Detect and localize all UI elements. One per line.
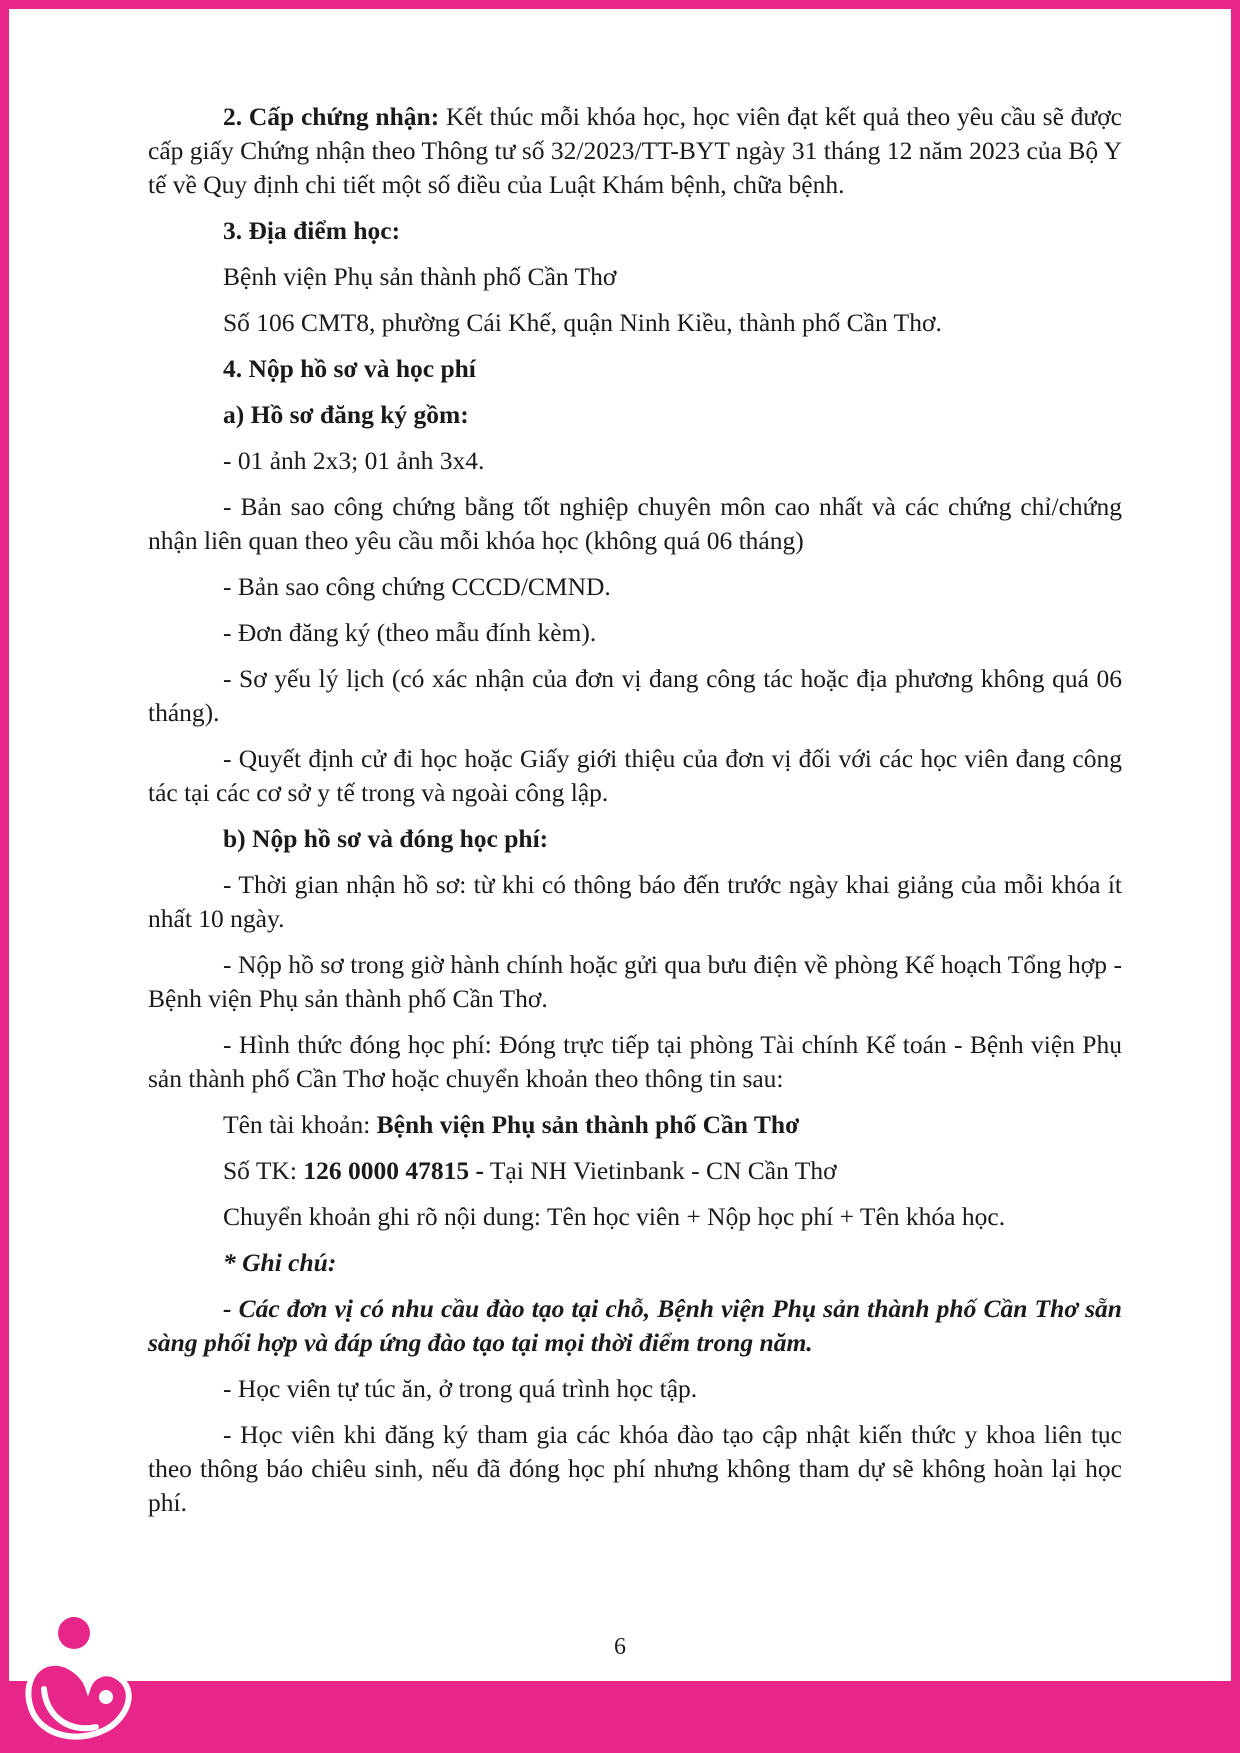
account-number [148,1154,1122,1188]
account-number-label: Số TK: [223,1156,304,1185]
account-number-value: 126 0000 47815 - [303,1156,484,1185]
account-bank: Tại NH Vietinbank - CN Cần Thơ [483,1156,837,1185]
footer-band [0,1681,1240,1753]
notes-highlight: - Các đơn vị có nhu cầu đào tạo tại chỗ, Bệnh viện Phụ sản thành phố Cần Thơ sẵn sàng phối hợp và đáp ứng đào tạo tại mọi thời điểm trong năm. [148,1294,1122,1357]
document-body [148,100,1122,1532]
account-name [148,1108,1122,1142]
location-address: Số 106 CMT8, phường Cái Khế, quận Ninh Kiều, thành phố Cần Thơ. [223,308,942,337]
notes-item: - Học viên khi đăng ký tham gia các khóa đào tạo cập nhật kiến thức y khoa liên tục theo thông báo chiêu sinh, nếu đã đóng học phí nhưng không tham dự sẽ không hoàn lại học phí. [148,1420,1122,1517]
documents-item: - Bản sao công chứng bằng tốt nghiệp chuyên môn cao nhất và các chứng chỉ/chứng nhận liên quan theo yêu cầu mỗi khóa học (không quá 06 tháng) [148,492,1122,555]
location-place: Bệnh viện Phụ sản thành phố Cần Thơ [223,262,617,291]
submission-item: - Nộp hồ sơ trong giờ hành chính hoặc gửi qua bưu điện về phòng Kế hoạch Tổng hợp - Bệnh viện Phụ sản thành phố Cần Thơ. [148,950,1122,1013]
page-number: 6 [614,1634,626,1660]
account-name-value: Bệnh viện Phụ sản thành phố Cần Thơ [376,1110,800,1139]
notes-item: - Học viên tự túc ăn, ở trong quá trình học tập. [223,1374,698,1403]
hospital-logo-icon [22,1593,152,1753]
documents-item: - Quyết định cử đi học hoặc Giấy giới thiệu của đơn vị đối với các học viên đang công tác tại các cơ sở y tế trong và ngoài công lập. [148,744,1122,807]
section-location-heading: 3. Địa điểm học: [223,216,401,245]
section-certificate [148,100,1122,202]
subsection-documents-heading: a) Hồ sơ đăng ký gồm: [223,400,469,429]
account-name-label: Tên tài khoản: [223,1110,377,1139]
submission-item: - Thời gian nhận hồ sơ: từ khi có thông báo đến trước ngày khai giảng của mỗi khóa ít nhất 10 ngày. [148,870,1122,933]
documents-item: - Sơ yếu lý lịch (có xác nhận của đơn vị đang công tác hoặc địa phương không quá 06 tháng). [148,664,1122,727]
documents-item: - Đơn đăng ký (theo mẫu đính kèm). [223,618,597,647]
submission-item: - Hình thức đóng học phí: Đóng trực tiếp tại phòng Tài chính Kế toán - Bệnh viện Phụ sản thành phố Cần Thơ hoặc chuyển khoản theo thông tin sau: [148,1030,1122,1093]
transfer-note: Chuyển khoản ghi rõ nội dung: Tên học viên + Nộp học phí + Tên khóa học. [223,1202,1006,1231]
section-certificate-heading: 2. Cấp chứng nhận: [223,102,440,131]
documents-item: - Bản sao công chứng CCCD/CMND. [223,572,611,601]
documents-item: - 01 ảnh 2x3; 01 ảnh 3x4. [223,446,485,475]
section-certificate-text: Kết thúc mỗi khóa học, học viên đạt kết quả theo yêu cầu sẽ được cấp giấy Chứng nhận theo Thông tư số 32/2023/TT-BYT ngày 31 tháng 12 năm 2023 của Bộ Y tế về Quy định chi tiết một số điều của Luật Khám bệnh, chữa bệnh. [148,102,1123,199]
notes-heading: * Ghi chú: [223,1248,337,1277]
subsection-submission-heading: b) Nộp hồ sơ và đóng học phí: [223,824,549,853]
section-documents-fees-heading: 4. Nộp hồ sơ và học phí [223,354,476,383]
